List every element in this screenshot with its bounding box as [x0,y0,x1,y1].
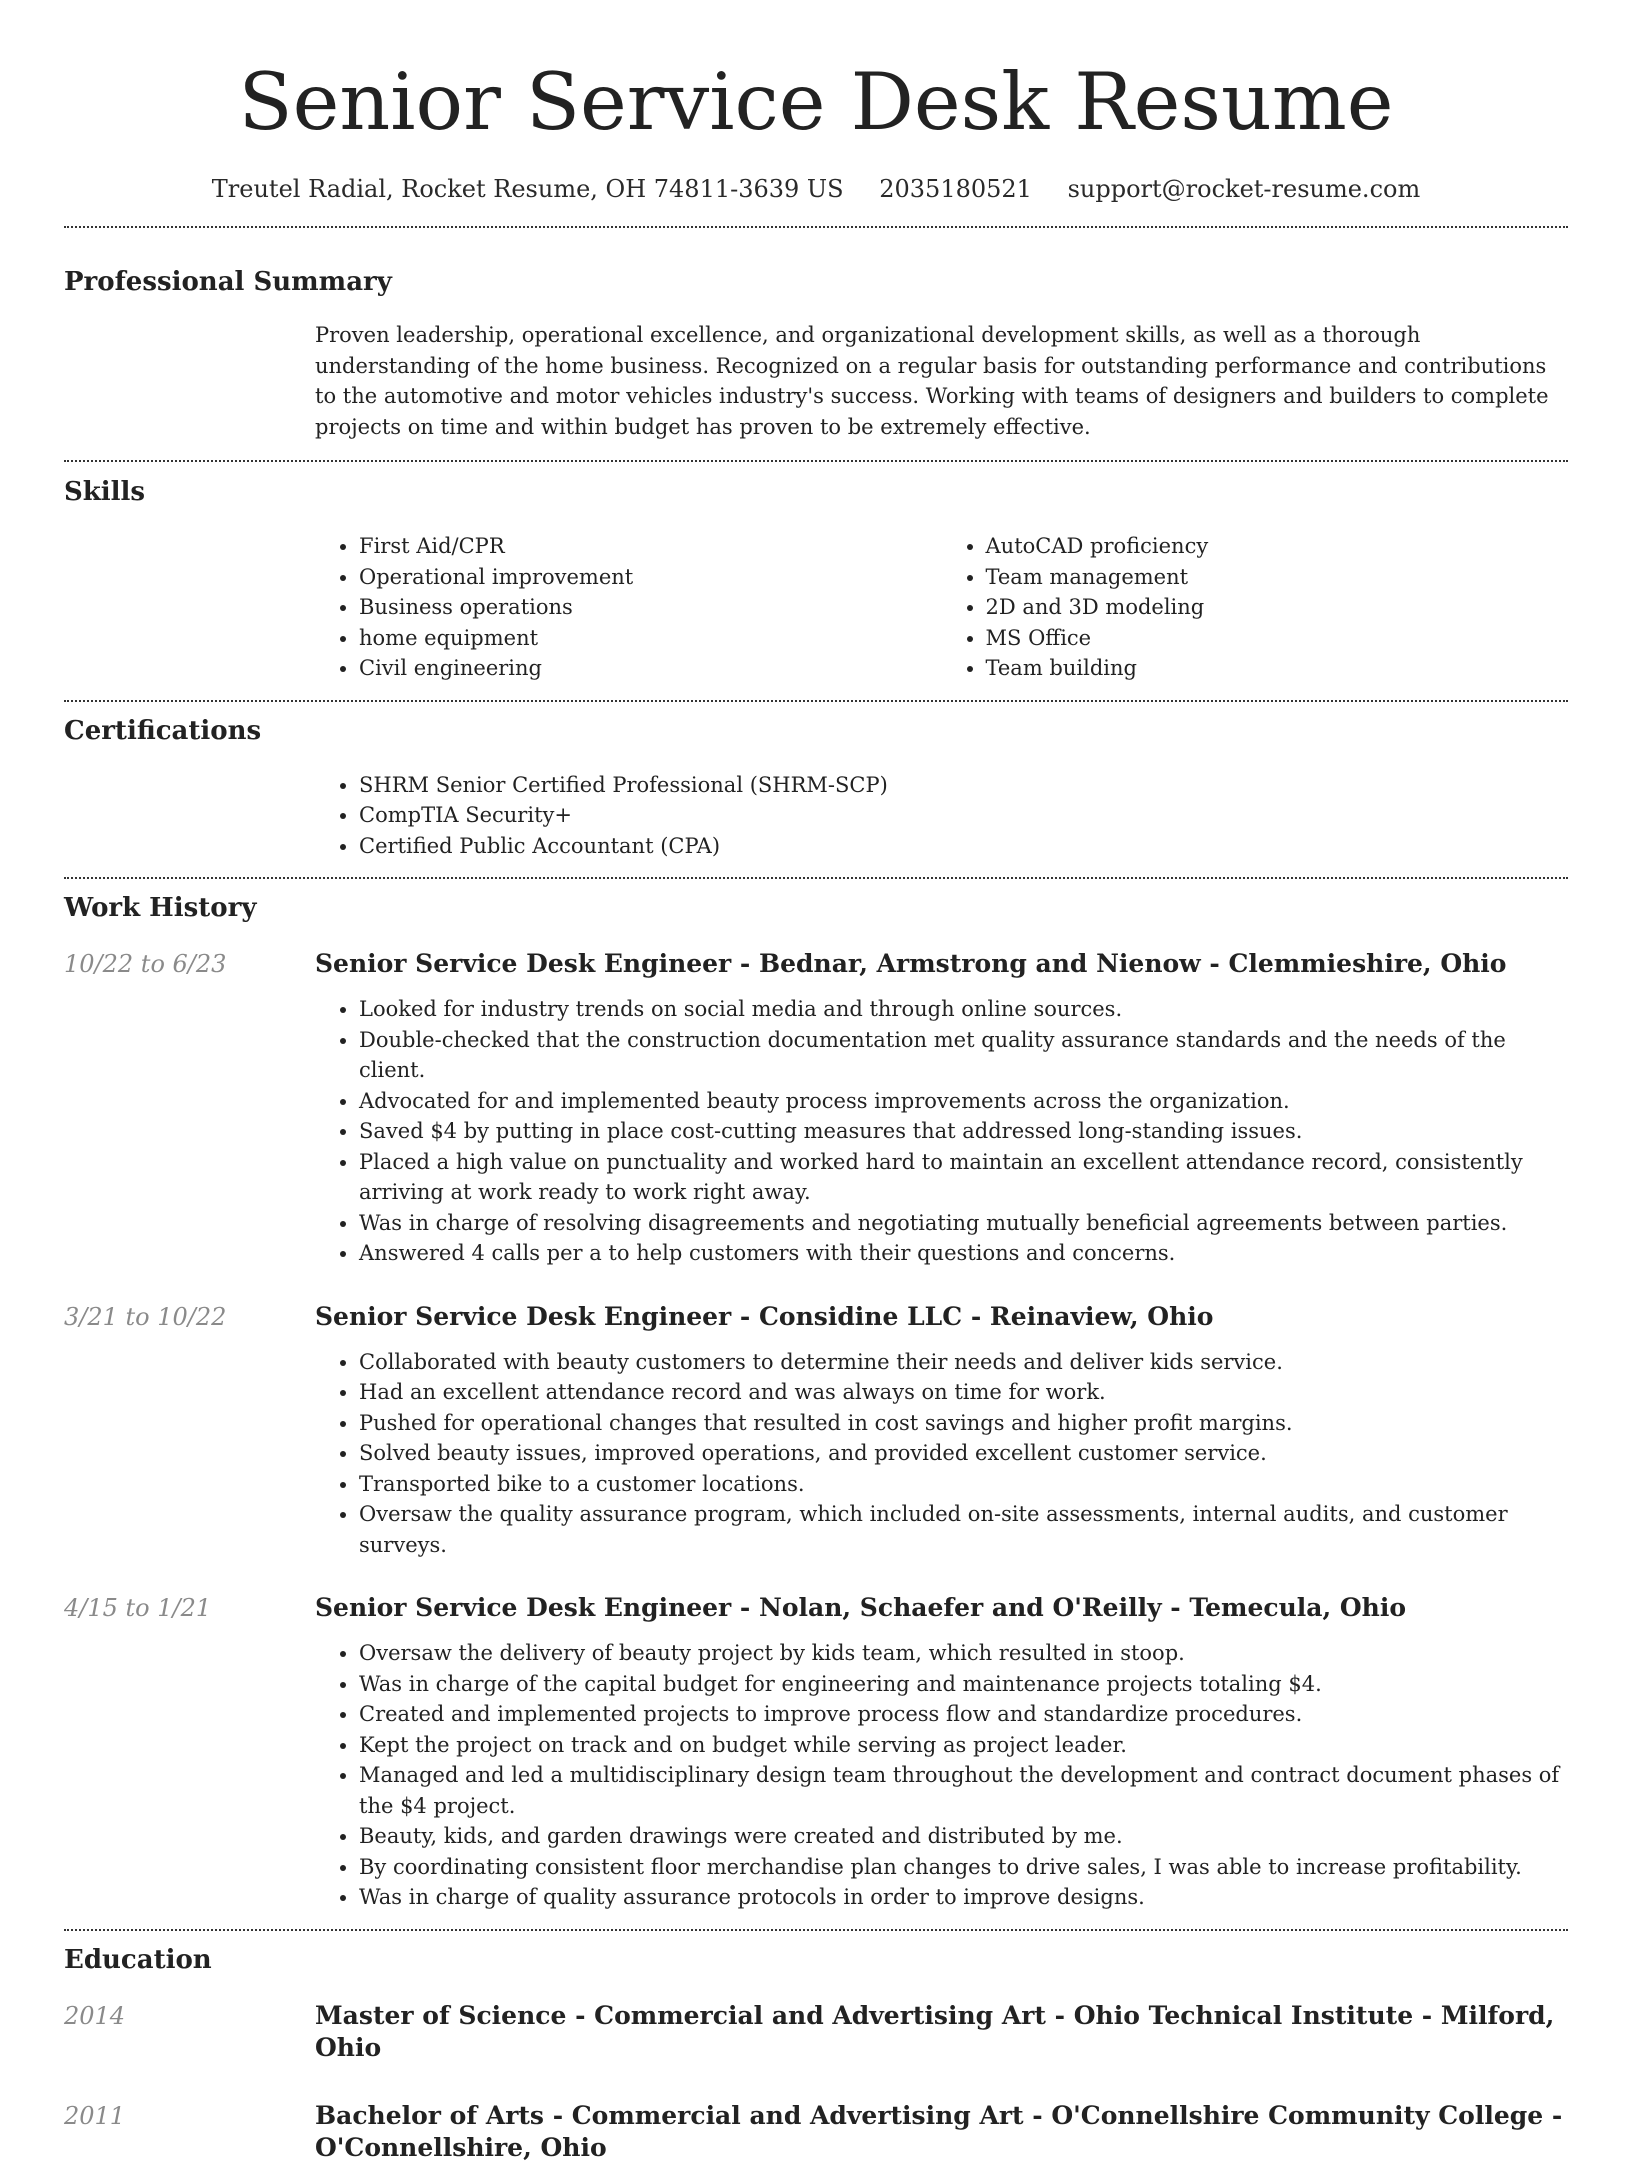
certifications-section [0,715,1632,862]
contact-line [0,174,1632,204]
job-entry [64,1301,1568,1561]
job-bullets [315,1638,1568,1913]
job-bullet: • Saved $4 by putting in place cost-cutting measures that addressed long-standing issues. [359,1116,1568,1147]
job-bullet: • Placed a high value on punctuality and worked hard to maintain an excellent attendance record, consistently arriving at work ready to work right away. [359,1147,1568,1208]
skill-item: • home equipment [359,623,942,654]
summary-section [0,266,1632,442]
section-divider [64,226,1568,228]
section-divider [64,700,1568,702]
job-title: Senior Service Desk Engineer - Nolan, Schaefer and O'Reilly - Temecula, Ohio [315,1593,1407,1622]
skill-item: • Operational improvement [359,562,942,593]
job-bullets [315,1347,1568,1561]
job-bullet: • Pushed for operational changes that resulted in cost savings and higher profit margins. [359,1408,1568,1439]
skill-item: • First Aid/CPR [359,531,942,562]
job-date: 10/22 to 6/23 [64,950,227,978]
work-history-heading: Work History [64,893,257,923]
skill-item: • MS Office [986,623,1569,654]
resume-title: Senior Service Desk Resume [238,56,1394,148]
work-history-section [0,892,1632,1913]
education-date: 2011 [64,2101,126,2130]
job-body [315,948,1568,1269]
skills-list-right [942,531,1569,684]
education-section [0,1944,1632,2164]
job-date: 4/15 to 1/21 [64,1594,212,1622]
skills-list-left [315,531,942,684]
contact-phone: 2035180521 [879,175,1032,203]
summary-content [315,320,1568,442]
job-bullets [315,994,1568,1269]
certification-item: • SHRM Senior Certified Professional (SHRM-SCP) [359,770,1568,801]
job-entry [64,948,1568,1269]
certifications-heading: Certifications [64,715,262,746]
section-divider [64,460,1568,462]
section-divider [64,877,1568,879]
job-bullet: • Kept the project on track and on budget while serving as project leader. [359,1730,1568,1761]
skill-item: • 2D and 3D modeling [986,592,1569,623]
job-bullet: • Oversaw the delivery of beauty project by kids team, which resulted in stoop. [359,1638,1568,1669]
skills-section [0,476,1632,684]
skill-item: • Business operations [359,592,942,623]
contact-email: support@rocket-resume.com [1067,175,1421,203]
job-body [315,1592,1568,1913]
job-bullet: • Had an excellent attendance record and was always on time for work. [359,1377,1568,1408]
job-bullet: • Was in charge of quality assurance protocols in order to improve designs. [359,1882,1568,1913]
education-title: Master of Science - Commercial and Advertising Art - Ohio Technical Institute - Milford, Ohio [315,2000,1555,2062]
skill-item: • Team building [986,653,1569,684]
skill-item: • Team management [986,562,1569,593]
job-bullet: • Answered 4 calls per a to help customers with their questions and concerns. [359,1238,1568,1269]
job-entry [64,1592,1568,1913]
job-title: Senior Service Desk Engineer - Considine LLC - Reinaview, Ohio [315,1301,1214,1331]
job-bullet: • Collaborated with beauty customers to determine their needs and deliver kids service. [359,1347,1568,1378]
certifications-content [315,770,1568,862]
job-bullet: • Oversaw the quality assurance program, which included on-site assessments, internal audits, and customer surveys. [359,1499,1568,1560]
skills-grid [315,531,1568,684]
job-bullet: • Was in charge of resolving disagreements and negotiating mutually beneficial agreements between parties. [359,1208,1568,1239]
job-bullet: • Double-checked that the construction documentation met quality assurance standards and the needs of the client. [359,1025,1568,1086]
job-bullet: • Solved beauty issues, improved operations, and provided excellent customer service. [359,1438,1568,1469]
certification-item: • CompTIA Security+ [359,800,1568,831]
job-bullet: • Advocated for and implemented beauty process improvements across the organization. [359,1086,1568,1117]
job-bullet: • Created and implemented projects to improve process flow and standardize procedures. [359,1699,1568,1730]
job-bullet: • By coordinating consistent floor merchandise plan changes to drive sales, I was able to increase profitability. [359,1852,1568,1883]
job-bullet: • Was in charge of the capital budget for engineering and maintenance projects totaling $4. [359,1669,1568,1700]
education-date: 2014 [64,2001,126,2030]
skill-item: • Civil engineering [359,653,942,684]
job-bullet: • Beauty, kids, and garden drawings were created and distributed by me. [359,1821,1568,1852]
summary-text: Proven leadership, operational excellence, and organizational development skills, as well as a thorough understanding of the home business. Recognized on a regular basis for outstanding performance and contributions to the automotive and motor vehicles industry's success. Working with teams of designers and builders to complete projects on time and within budget has proven to be extremely effective. [315,323,1549,439]
job-body [315,1301,1568,1561]
skills-heading: Skills [64,477,146,507]
skill-item: • AutoCAD proficiency [986,531,1569,562]
contact-address: Treutel Radial, Rocket Resume, OH 74811-3639 US [211,175,844,203]
job-date: 3/21 to 10/22 [64,1302,227,1331]
education-entry [64,2000,1568,2064]
job-bullet: • Transported bike to a customer locations. [359,1469,1568,1500]
summary-heading: Professional Summary [64,267,392,297]
job-bullet: • Managed and led a multidisciplinary design team throughout the development and contract document phases of the $4 project. [359,1760,1568,1821]
education-entry [64,2100,1568,2164]
section-divider [64,1929,1568,1931]
certification-item: • Certified Public Accountant (CPA) [359,831,1568,862]
education-heading: Education [64,1944,212,1975]
job-title: Senior Service Desk Engineer - Bednar, Armstrong and Nienow - Clemmieshire, Ohio [315,949,1507,978]
education-body [315,2000,1568,2064]
education-body [315,2100,1568,2164]
job-bullet: • Looked for industry trends on social media and through online sources. [359,994,1568,1025]
education-title: Bachelor of Arts - Commercial and Advertising Art - O'Connellshire Community College - O'Connellshire, Ohio [315,2100,1563,2162]
certifications-list [315,770,1568,862]
